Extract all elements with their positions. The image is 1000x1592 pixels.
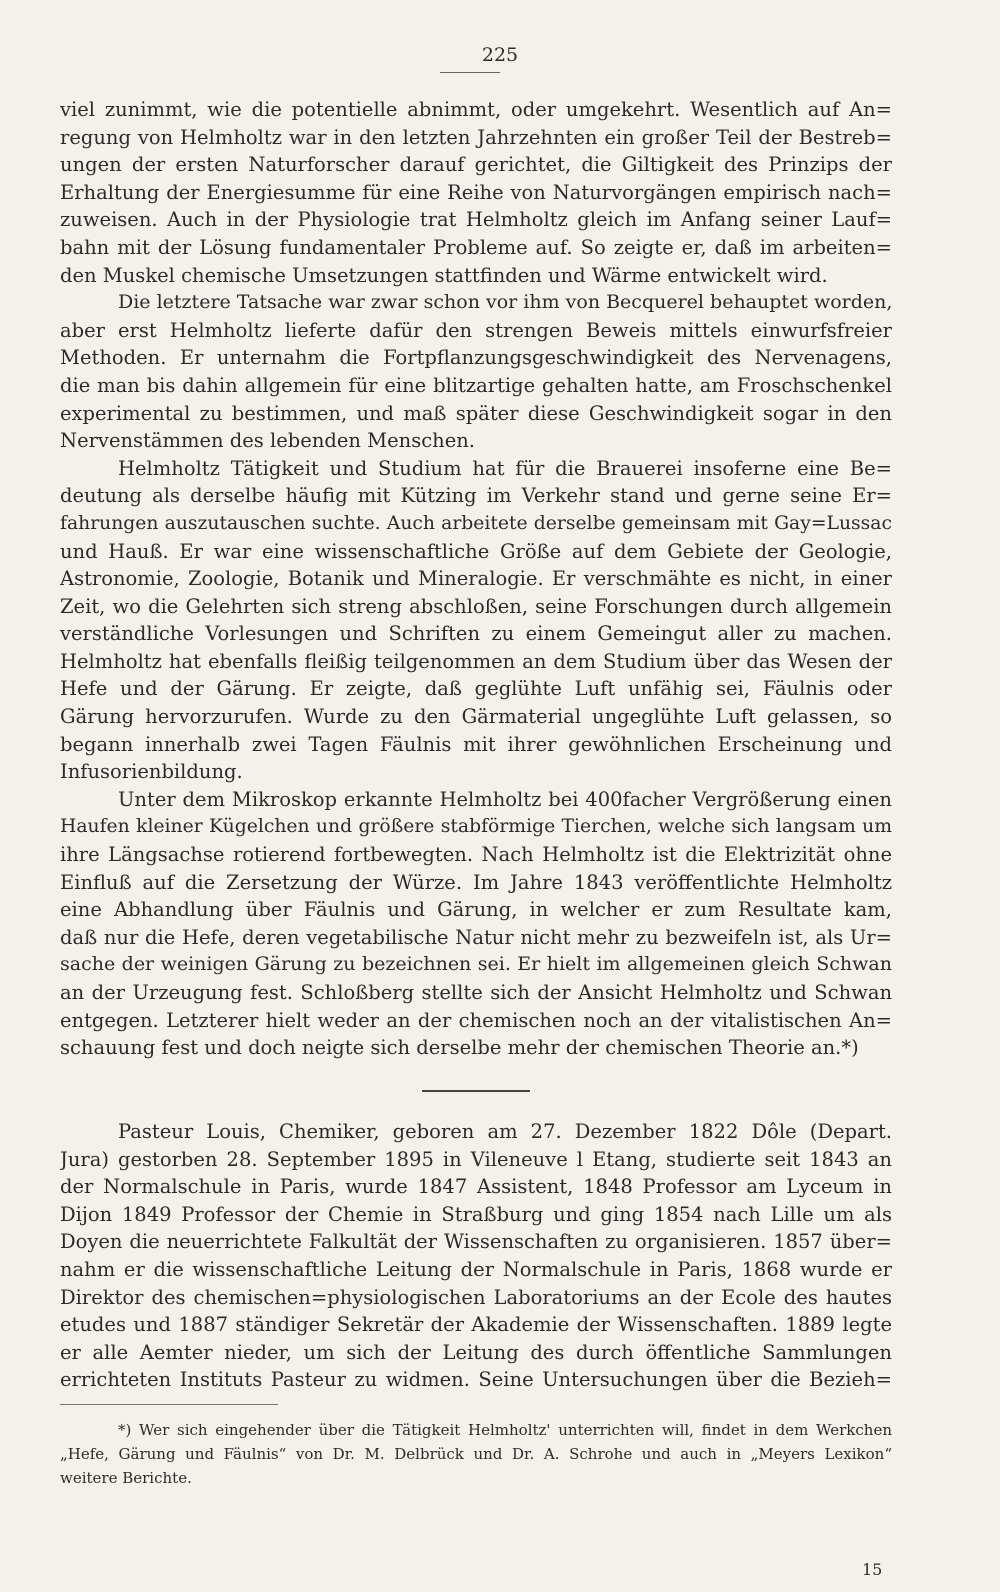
text-line: Dijon 1849 Professor der Chemie in Straßburg und ging 1854 nach Lille um als xyxy=(60,1202,892,1226)
text-line: etudes und 1887 ständiger Sekretär der Akademie der Wissenschaften. 1889 legte xyxy=(60,1313,892,1337)
text-line: er alle Aemter nieder, um sich der Leitung des durch öffentliche Sammlungen xyxy=(60,1340,892,1364)
sheet-number: 15 xyxy=(862,1560,883,1579)
text-line: die man bis dahin allgemein für eine blitzartige gehalten hatte, am Froschschenkel xyxy=(60,373,892,397)
text-line: Direktor des chemischen=physiologischen Laboratoriums an der Ecole des hautes xyxy=(60,1285,892,1309)
footnote-line: weitere Berichte. xyxy=(60,1469,192,1487)
text-line: den Muskel chemische Umsetzungen stattfinden und Wärme entwickelt wird. xyxy=(60,263,828,287)
text-line: Methoden. Er unternahm die Fortpflanzungsgeschwindigkeit des Nervenagens, xyxy=(60,346,892,370)
text-line: nahm er die wissenschaftliche Leitung der Normalschule in Paris, 1868 wurde er xyxy=(60,1257,892,1281)
text-line: sache der weinigen Gärung zu bezeichnen sei. Er hielt im allgemeinen gleich Schwan xyxy=(60,953,892,976)
text-line: an der Urzeugung fest. Schloßberg stellte sich der Ansicht Helmholtz und Schwan xyxy=(60,981,892,1004)
text-line: Gärung hervorzurufen. Wurde zu den Gärmaterial ungeglühte Luft gelassen, so xyxy=(60,705,892,729)
text-line: regung von Helmholtz war in den letzten Jahrzehnten ein großer Teil der Bestreb= xyxy=(60,125,892,149)
text-line: Jura) gestorben 28. September 1895 in Vileneuve l Etang, studierte seit 1843 an xyxy=(60,1147,892,1171)
text-line: bahn mit der Lösung fundamentaler Probleme auf. So zeigte er, daß im arbeiten= xyxy=(60,235,892,259)
text-line: experimental zu bestimmen, und maß später diese Geschwindigkeit sogar in den xyxy=(60,401,892,425)
text-line: begann innerhalb zwei Tagen Fäulnis mit ihrer gewöhnlichen Erscheinung und xyxy=(60,732,892,756)
section-separator xyxy=(422,1090,530,1092)
page-number: 225 xyxy=(481,44,519,66)
text-line: aber erst Helmholtz lieferte dafür den strengen Beweis mittels einwurfsfreier xyxy=(60,318,892,342)
text-line: daß nur die Hefe, deren vegetabilische Natur nicht mehr zu bezweifeln ist, als Ur= xyxy=(60,925,892,949)
text-line: deutung als derselbe häufig mit Kützing im Verkehr stand und gerne seine Er= xyxy=(60,484,892,508)
text-line: Astronomie, Zoologie, Botanik und Mineralogie. Er verschmähte es nicht, in einer xyxy=(60,567,892,591)
text-line: Unter dem Mikroskop erkannte Helmholtz bei 400facher Vergrößerung einen xyxy=(118,787,892,811)
text-line: fahrungen auszutauschen suchte. Auch arbeitete derselbe gemeinsam mit Gay=Lussac xyxy=(60,512,892,534)
text-line: Haufen kleiner Kügelchen und größere stabförmige Tierchen, welche sich langsam um xyxy=(60,816,892,838)
text-line: Erhaltung der Energiesumme für eine Reihe von Naturvorgängen empirisch nach= xyxy=(60,180,892,204)
text-line: Helmholtz hat ebenfalls fleißig teilgenommen an dem Studium über das Wesen der xyxy=(60,649,892,673)
footnote-rule xyxy=(60,1404,278,1405)
text-line: zuweisen. Auch in der Physiologie trat Helmholtz gleich im Anfang seiner Lauf= xyxy=(60,208,892,232)
text-line: entgegen. Letzterer hielt weder an der chemischen noch an der vitalistischen An= xyxy=(60,1008,892,1032)
pasteur-entry xyxy=(60,1118,892,1394)
footnote-line: „Hefe, Gärung und Fäulnis“ von Dr. M. Delbrück und Dr. A. Schrohe und auch in „Meyers Lexikon“ xyxy=(60,1445,892,1463)
text-line: schauung fest und doch neigte sich derselbe mehr der chemischen Theorie an.*) xyxy=(60,1036,859,1060)
text-line: Einfluß auf die Zersetzung der Würze. Im Jahre 1843 veröffentlichte Helmholtz xyxy=(60,870,892,894)
text-line: Pasteur Louis, Chemiker, geboren am 27. Dezember 1822 Dôle (Depart. xyxy=(118,1120,892,1143)
text-line: verständliche Vorlesungen und Schriften zu einem Gemeingut aller zu machen. xyxy=(60,622,892,646)
text-line: Zeit, wo die Gelehrten sich streng abschloßen, seine Forschungen durch allgemein xyxy=(60,594,892,618)
main-text xyxy=(60,96,892,1062)
text-line: Doyen die neuerrichtete Falkultät der Wissenschaften zu organisieren. 1857 über= xyxy=(60,1230,892,1254)
text-line: Infusorienbildung. xyxy=(60,760,243,784)
footnote xyxy=(60,1418,892,1490)
text-line: eine Abhandlung über Fäulnis und Gärung, in welcher er zum Resultate kam, xyxy=(60,898,892,922)
text-line: ihre Längsachse rotierend fortbewegten. Nach Helmholtz ist die Elektrizität ohne xyxy=(60,843,892,867)
text-line: der Normalschule in Paris, wurde 1847 Assistent, 1848 Professor am Lyceum in xyxy=(60,1175,892,1199)
text-line: Helmholtz Tätigkeit und Studium hat für die Brauerei insoferne eine Be= xyxy=(118,456,892,480)
text-line: Nervenstämmen des lebenden Menschen. xyxy=(60,429,476,453)
text-line: Hefe und der Gärung. Er zeigte, daß geglühte Luft unfähig sei, Fäulnis oder xyxy=(60,677,892,701)
page-number-rule xyxy=(440,72,500,73)
text-line: und Hauß. Er war eine wissenschaftliche Größe auf dem Gebiete der Geologie, xyxy=(60,539,892,563)
text-line: Die letztere Tatsache war zwar schon vor ihm von Becquerel behauptet worden, xyxy=(118,291,892,314)
text-line: viel zunimmt, wie die potentielle abnimmt, oder umgekehrt. Wesentlich auf An= xyxy=(60,98,892,121)
text-line: ungen der ersten Naturforscher darauf gerichtet, die Giltigkeit des Prinzips der xyxy=(60,153,892,177)
text-line: errichteten Instituts Pasteur zu widmen. Seine Untersuchungen über die Bezieh= xyxy=(60,1368,892,1392)
footnote-line: *) Wer sich eingehender über die Tätigkeit Helmholtz' unterrichten will, findet in dem Werkchen xyxy=(118,1421,892,1439)
